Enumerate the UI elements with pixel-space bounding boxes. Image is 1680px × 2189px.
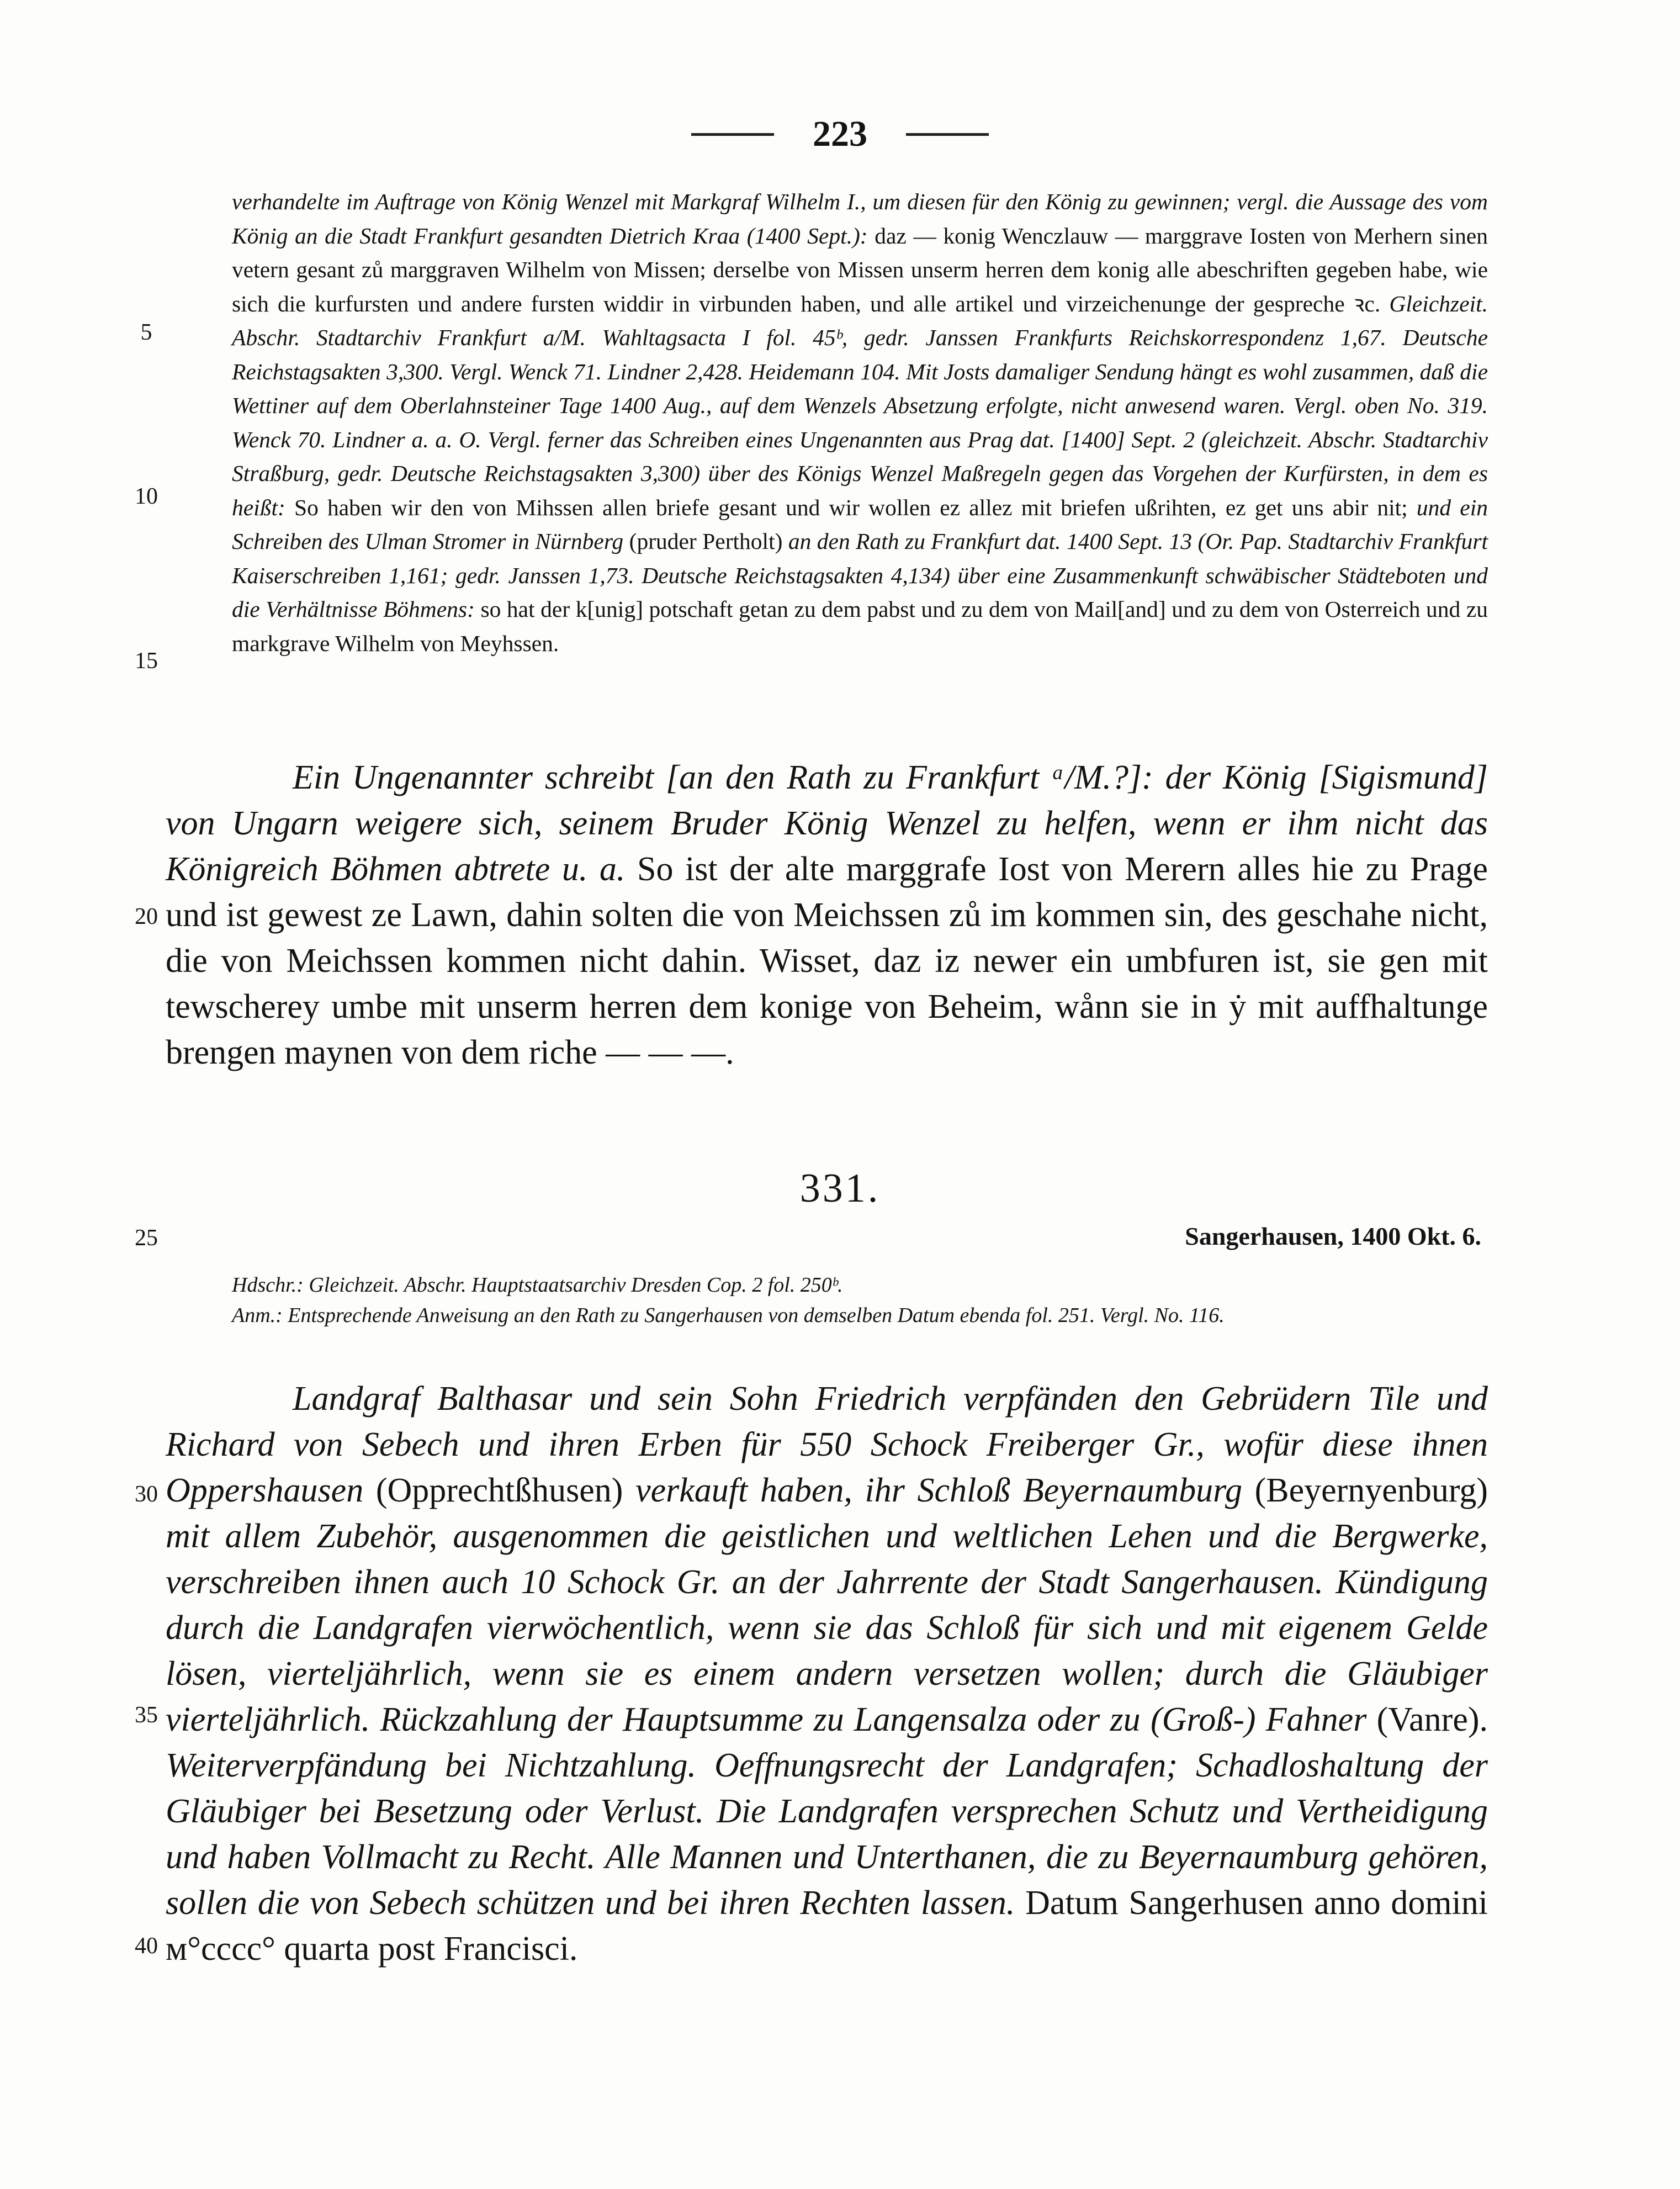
line-number: 40 bbox=[135, 1933, 158, 1959]
quoted-text: Datum Sangerhusen anno domini ᴍ°cccc° quarta post Francisci. bbox=[166, 1884, 1488, 1968]
line-number: 30 bbox=[135, 1482, 158, 1507]
header-rule-left bbox=[691, 133, 774, 136]
note-text: und ein Schreiben des Ulman Stromer in Nürnberg bbox=[232, 494, 1488, 554]
page-number: 223 bbox=[813, 114, 867, 154]
line-number: 20 bbox=[135, 904, 158, 929]
quoted-text: (Vanre). bbox=[1376, 1701, 1488, 1738]
line-number: 25 bbox=[135, 1225, 158, 1251]
header-rule-right bbox=[906, 133, 989, 136]
note-text: daz — konig Wenczlauw — marggrave Iosten von Merhern sinen vetern gesant zů marggraven Wilhelm von Missen; derselbe von Missen unserm herren dem konig alle abeschriften gegeben habe, wie sich die kurfursten und andere fursten widdir in virbunden haben, und alle artikel und virzeichenunge der gespreche ꝛc. bbox=[232, 223, 1488, 316]
note-text: So haben wir den von Mihssen allen briefe gesant und wir wollen ez allez mit briefen ußrihten, ez get uns abir nit; bbox=[294, 494, 1417, 520]
source-annotation: Anm.: Entsprechende Anweisung an den Rath zu Sangerhausen von demselben Datum ebenda fol. 251. Vergl. No. 116. bbox=[232, 1304, 1225, 1327]
regest-text: Landgraf Balthasar und sein Sohn Friedrich verpfänden den Gebrüdern Tile und Richard von Sebech und ihren Erben für 550 Schock Freiberger Gr., wofür diese ihnen Oppershausen bbox=[166, 1380, 1488, 1509]
regest-text: Ein Ungenannter schreibt [an den Rath zu Frankfurt ᵃ/M.?]: der König [Sigismund] von Ungarn weigere sich, seinem Bruder König Wenzel zu helfen, wenn er ihm nicht das Königreich Böhmen abtrete u. a. bbox=[166, 759, 1488, 888]
line-number: 35 bbox=[135, 1702, 158, 1728]
page-header bbox=[0, 113, 1680, 155]
document-place-date: Sangerhausen, 1400 Okt. 6. bbox=[1185, 1222, 1481, 1250]
line-number: 5 bbox=[140, 320, 152, 345]
quoted-text: So ist der alte marggrafe Iost von Merern alles hie zu Prage und ist gewest ze Lawn, dahin solten die von Meichssen zů im kommen sin, des geschahe nicht, die von Meichssen kommen nicht dahin. Wisset, daz iz newer ein umbfuren ist, sie gen mit tewscherey umbe mit unserm herren dem konige von Beheim, wånn sie in ẏ mit auffhaltunge brengen maynen von dem riche — — —. bbox=[166, 850, 1488, 1071]
quoted-text: (Opprechtßhusen) bbox=[375, 1472, 636, 1509]
source-notes bbox=[232, 1270, 1488, 1331]
note-text: so hat der k[unig] potschaft getan zu dem pabst und zu dem von Mail[and] und zu dem von Osterreich und zu markgrave Wilhelm von Meyhssen. bbox=[232, 596, 1488, 656]
commentary-note bbox=[232, 185, 1488, 660]
note-text: verhandelte im Auftrage von König Wenzel mit Markgraf Wilhelm I., um diesen für den König zu gewinnen; vergl. die Aussage des vom König an die Stadt Frankfurt gesandten Dietrich Kraa (1400 Sept.): bbox=[232, 189, 1488, 248]
source-manuscript: Hdschr.: Gleichzeit. Abschr. Hauptstaatsarchiv Dresden Cop. 2 fol. 250ᵇ. bbox=[232, 1273, 843, 1297]
note-text: (pruder Pertholt) bbox=[629, 528, 788, 554]
line-number: 10 bbox=[135, 484, 158, 509]
regest-paragraph-2 bbox=[166, 1376, 1488, 1972]
regest-paragraph-1 bbox=[166, 755, 1488, 1076]
note-text: Gleichzeit. Abschr. Stadtarchiv Frankfurt a/M. Wahltagsacta I fol. 45ᵇ, gedr. Janssen Frankfurts Reichskorrespondenz 1,67. Deutsche Reichstagsakten 3,300. Vergl. Wenck 71. Lindner 2,428. Heidemann 104. Mit Josts damaliger Sendung hängt es wohl zusammen, daß die Wettiner auf dem Oberlahnsteiner Tage 1400 Aug., auf dem Wenzels Absetzung erfolgte, nicht anwesend waren. Vergl. oben No. 319. Wenck 70. Lindner a. a. O. Vergl. ferner das Schreiben eines Ungenannten aus Prag dat. [1400] Sept. 2 (gleichzeit. Abschr. Stadtarchiv Straßburg, gedr. Deutsche Reichstagsakten 3,300) über des Königs Wenzel Maßregeln gegen das Vorgehen der Kurfürsten, in dem es heißt: bbox=[232, 290, 1488, 520]
quoted-text: (Beyernyenburg) bbox=[1254, 1472, 1488, 1509]
note-text: an den Rath zu Frankfurt dat. 1400 Sept. 13 (Or. Pap. Stadtarchiv Frankfurt Kaiserschreiben 1,161; gedr. Janssen 1,73. Deutsche Reichstagsakten 4,134) über eine Zusammenkunft schwäbischer Städteboten und die Verhältnisse Böhmens: bbox=[232, 528, 1488, 622]
regest-text: mit allem Zubehör, ausgenommen die geistlichen und weltlichen Lehen und die Bergwerke, verschreiben ihnen auch 10 Schock Gr. an der Jahrrente der Stadt Sangerhausen. Kündigung durch die Landgrafen vierwöchentlich, wenn sie das Schloß für sich und mit eigenem Gelde lösen, vierteljährlich, wenn sie es einem andern versetzen wollen; durch die Gläubiger vierteljährlich. Rückzahlung der Hauptsumme zu Langensalza oder zu (Groß-) Fahner bbox=[166, 1518, 1488, 1738]
regest-text: verkauft haben, ihr Schloß Beyernaumburg bbox=[635, 1472, 1255, 1509]
regest-text: Weiterverpfändung bei Nichtzahlung. Oeffnungsrecht der Landgrafen; Schadloshaltung der Gläubiger bei Besetzung oder Verlust. Die Landgrafen versprechen Schutz und Vertheidigung und haben Vollmacht zu Recht. Alle Mannen und Unterthanen, die zu Beyernaumburg gehören, sollen die von Sebech schützen und bei ihren Rechten lassen. bbox=[166, 1747, 1488, 1922]
document-number: 331. bbox=[799, 1166, 881, 1211]
line-number: 15 bbox=[135, 648, 158, 674]
